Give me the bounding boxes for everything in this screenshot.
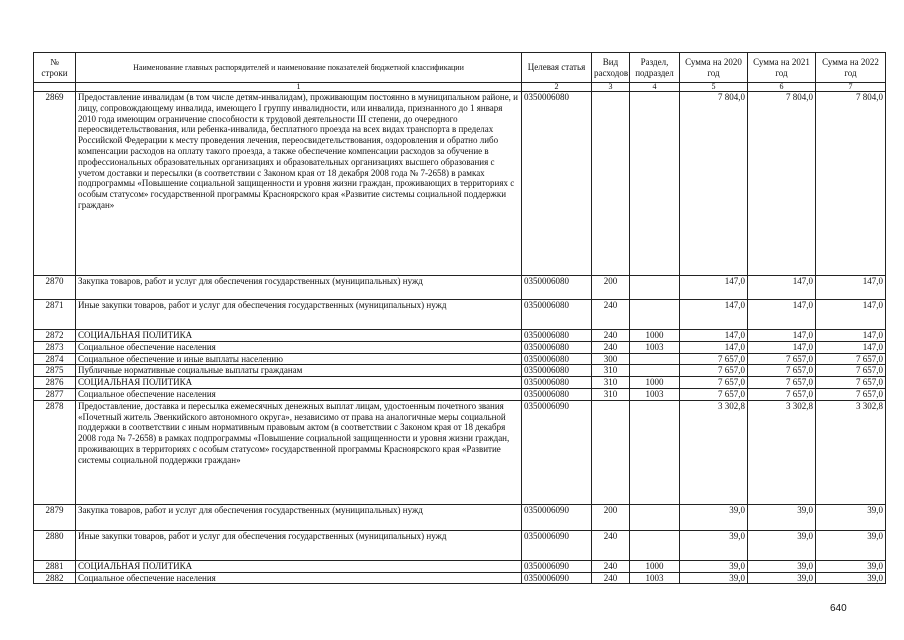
row-expense-type: 240: [592, 560, 630, 572]
col-header-no: № строки: [34, 53, 76, 83]
row-article: 0350006080: [522, 353, 592, 365]
row-number: 2878: [34, 400, 76, 504]
row-sum-2020: 7 657,0: [680, 377, 748, 389]
row-article: 0350006090: [522, 504, 592, 530]
row-expense-type: [592, 400, 630, 504]
row-sum-2020: 39,0: [680, 560, 748, 572]
row-number: 2876: [34, 377, 76, 389]
row-expense-type: 240: [592, 300, 630, 330]
row-name: СОЦИАЛЬНАЯ ПОЛИТИКА: [76, 560, 522, 572]
row-number: 2877: [34, 388, 76, 400]
row-sum-2022: 147,0: [816, 330, 886, 342]
row-section: [630, 92, 680, 276]
table-row: [34, 365, 886, 377]
row-sum-2022: 7 657,0: [816, 353, 886, 365]
column-number: 7: [816, 83, 886, 92]
table-row: [34, 276, 886, 300]
row-section: 1000: [630, 377, 680, 389]
row-section: 1003: [630, 341, 680, 353]
row-number: 2879: [34, 504, 76, 530]
table-row: [34, 377, 886, 389]
row-section: [630, 400, 680, 504]
col-header-name: Наименование главных распорядителей и наименование показателей бюджетной классификации: [76, 53, 522, 83]
row-article: 0350006090: [522, 572, 592, 584]
row-number: 2882: [34, 572, 76, 584]
row-sum-2021: 7 657,0: [748, 365, 816, 377]
row-sum-2022: 147,0: [816, 276, 886, 300]
row-sum-2022: 39,0: [816, 572, 886, 584]
column-number: 2: [522, 83, 592, 92]
col-header-article: Целевая статья: [522, 53, 592, 83]
row-sum-2020: 147,0: [680, 330, 748, 342]
row-number: 2873: [34, 341, 76, 353]
row-sum-2021: 39,0: [748, 530, 816, 560]
column-number: 1: [76, 83, 522, 92]
row-section: [630, 300, 680, 330]
row-section: 1003: [630, 388, 680, 400]
row-sum-2020: 7 804,0: [680, 92, 748, 276]
row-section: [630, 530, 680, 560]
column-number: 4: [630, 83, 680, 92]
row-section: [630, 353, 680, 365]
row-sum-2020: 39,0: [680, 572, 748, 584]
row-expense-type: 310: [592, 365, 630, 377]
row-name: Предоставление инвалидам (в том числе детям-инвалидам), проживающим постоянно в муниципальном районе, и лицу, сопровождающему инвалида, имеющего I группу инвалидности, или инвалида, признанного до 1 января 2010 года имеющим ограничение способности к трудовой деятельности III степени, до очередного переосвидетельствования, или ребенка-инвалида, бесплатного проезда на всех видах транспорта в пределах Российской Федерации к месту проведения лечения, переосвидетельствования, оздоровления и обратно либо компенсации расходов на оплату такого проезда, а также обеспечение компенсации расходов за обучение в профессиональных образовательных организациях и образовательных организациях высшего образования с учетом доставки и пересылки (в соответствии с Законом края от 18 декабря 2008 года № 7-2658) в рамках подпрограммы «Повышение социальной защищенности и уровня жизни граждан, проживающих в территориях с особым статусом» государственной программы Красноярского края «Развитие системы социальной поддержки граждан»: [76, 92, 522, 276]
budget-table: [33, 52, 886, 584]
row-article: 0350006080: [522, 92, 592, 276]
row-expense-type: 240: [592, 330, 630, 342]
table-row: [34, 530, 886, 560]
row-name: СОЦИАЛЬНАЯ ПОЛИТИКА: [76, 377, 522, 389]
row-sum-2021: 3 302,8: [748, 400, 816, 504]
table-row: [34, 572, 886, 584]
row-name: СОЦИАЛЬНАЯ ПОЛИТИКА: [76, 330, 522, 342]
row-number: 2870: [34, 276, 76, 300]
row-sum-2020: 7 657,0: [680, 353, 748, 365]
row-article: 0350006090: [522, 400, 592, 504]
row-article: 0350006090: [522, 530, 592, 560]
row-expense-type: 240: [592, 341, 630, 353]
table-row: [34, 560, 886, 572]
row-sum-2021: 39,0: [748, 572, 816, 584]
row-sum-2021: 147,0: [748, 341, 816, 353]
row-article: 0350006080: [522, 330, 592, 342]
table-row: [34, 341, 886, 353]
table-row: [34, 388, 886, 400]
row-sum-2020: 147,0: [680, 276, 748, 300]
row-expense-type: 240: [592, 530, 630, 560]
row-sum-2020: 3 302,8: [680, 400, 748, 504]
row-sum-2021: 147,0: [748, 276, 816, 300]
row-name: Иные закупки товаров, работ и услуг для обеспечения государственных (муниципальных) нужд: [76, 530, 522, 560]
table-row: [34, 300, 886, 330]
column-number: 3: [592, 83, 630, 92]
col-header-2022: Сумма на 2022 год: [816, 53, 886, 83]
row-sum-2022: 39,0: [816, 504, 886, 530]
row-sum-2020: 147,0: [680, 341, 748, 353]
row-section: [630, 365, 680, 377]
row-section: 1003: [630, 572, 680, 584]
row-sum-2022: 147,0: [816, 300, 886, 330]
row-name: Публичные нормативные социальные выплаты гражданам: [76, 365, 522, 377]
row-sum-2020: 39,0: [680, 504, 748, 530]
row-article: 0350006080: [522, 341, 592, 353]
row-sum-2022: 147,0: [816, 341, 886, 353]
row-number: 2875: [34, 365, 76, 377]
row-section: 1000: [630, 330, 680, 342]
row-sum-2020: 147,0: [680, 300, 748, 330]
row-sum-2022: 39,0: [816, 560, 886, 572]
row-article: 0350006080: [522, 365, 592, 377]
column-number: 5: [680, 83, 748, 92]
row-number: 2872: [34, 330, 76, 342]
column-number-empty: [34, 83, 76, 92]
row-number: 2871: [34, 300, 76, 330]
table-row: [34, 92, 886, 276]
row-sum-2021: 147,0: [748, 330, 816, 342]
row-expense-type: [592, 92, 630, 276]
row-expense-type: 200: [592, 504, 630, 530]
row-sum-2021: 7 657,0: [748, 377, 816, 389]
row-number: 2881: [34, 560, 76, 572]
row-expense-type: 310: [592, 388, 630, 400]
table-row: [34, 504, 886, 530]
row-sum-2020: 39,0: [680, 530, 748, 560]
row-name: Предоставление, доставка и пересылка ежемесячных денежных выплат лицам, удостоенным почетного звания «Почетный житель Эвенкийского автономного округа», независимо от права на аналогичные меры социальной поддержки в соответствии с иным нормативным правовым актом (в соответствии с Законом края от 18 декабря 2008 года № 7-2658) в рамках подпрограммы «Повышение социальной защищенности и уровня жизни граждан, проживающих в территориях с особым статусом» государственной программы Красноярского края «Развитие системы социальной поддержки граждан»: [76, 400, 522, 504]
row-name: Закупка товаров, работ и услуг для обеспечения государственных (муниципальных) нужд: [76, 504, 522, 530]
col-header-section: Раздел, подраздел: [630, 53, 680, 83]
row-sum-2022: 7 804,0: [816, 92, 886, 276]
row-sum-2021: 147,0: [748, 300, 816, 330]
row-name: Социальное обеспечение населения: [76, 341, 522, 353]
row-sum-2022: 3 302,8: [816, 400, 886, 504]
row-name: Социальное обеспечение населения: [76, 572, 522, 584]
col-header-type: Вид расходов: [592, 53, 630, 83]
row-name: Закупка товаров, работ и услуг для обеспечения государственных (муниципальных) нужд: [76, 276, 522, 300]
row-sum-2022: 7 657,0: [816, 365, 886, 377]
row-expense-type: 300: [592, 353, 630, 365]
col-header-2021: Сумма на 2021 год: [748, 53, 816, 83]
row-sum-2022: 7 657,0: [816, 388, 886, 400]
table-row: [34, 400, 886, 504]
row-sum-2022: 39,0: [816, 530, 886, 560]
row-name: Социальное обеспечение населения: [76, 388, 522, 400]
row-article: 0350006080: [522, 276, 592, 300]
table-row: [34, 353, 886, 365]
row-number: 2874: [34, 353, 76, 365]
row-name: Социальное обеспечение и иные выплаты населению: [76, 353, 522, 365]
column-number-row: [34, 83, 886, 92]
row-name: Иные закупки товаров, работ и услуг для обеспечения государственных (муниципальных) нужд: [76, 300, 522, 330]
row-article: 0350006080: [522, 300, 592, 330]
row-sum-2022: 7 657,0: [816, 377, 886, 389]
row-section: 1000: [630, 560, 680, 572]
row-number: 2869: [34, 92, 76, 276]
col-header-2020: Сумма на 2020 год: [680, 53, 748, 83]
row-number: 2880: [34, 530, 76, 560]
row-sum-2021: 39,0: [748, 504, 816, 530]
row-sum-2020: 7 657,0: [680, 388, 748, 400]
row-expense-type: 200: [592, 276, 630, 300]
row-section: [630, 276, 680, 300]
table-row: [34, 330, 886, 342]
column-number: 6: [748, 83, 816, 92]
row-section: [630, 504, 680, 530]
row-sum-2021: 7 657,0: [748, 388, 816, 400]
row-sum-2020: 7 657,0: [680, 365, 748, 377]
row-article: 0350006080: [522, 388, 592, 400]
header-row: [34, 53, 886, 83]
row-expense-type: 240: [592, 572, 630, 584]
row-sum-2021: 39,0: [748, 560, 816, 572]
row-expense-type: 310: [592, 377, 630, 389]
page-number: 640: [830, 603, 847, 614]
row-sum-2021: 7 804,0: [748, 92, 816, 276]
row-sum-2021: 7 657,0: [748, 353, 816, 365]
row-article: 0350006080: [522, 377, 592, 389]
row-article: 0350006090: [522, 560, 592, 572]
